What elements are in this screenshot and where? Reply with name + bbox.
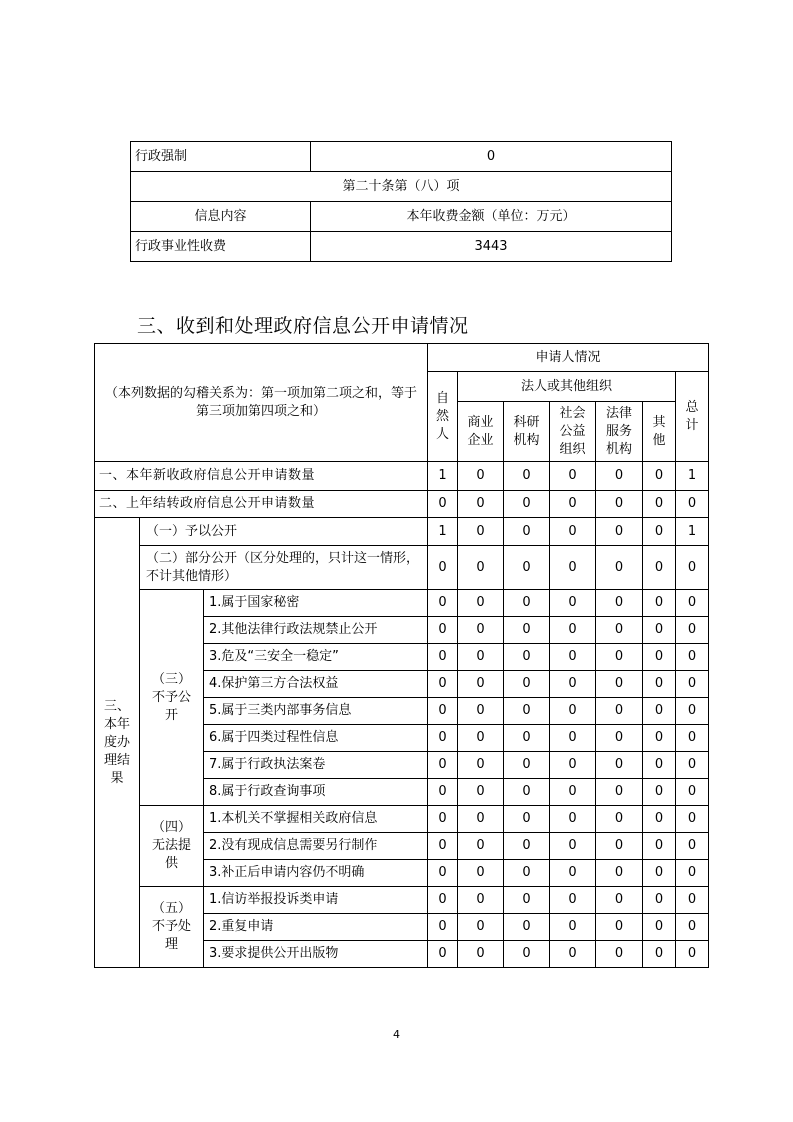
column-header-business: 商业企业 xyxy=(458,402,504,462)
value-cell: 0 xyxy=(550,752,596,779)
value-cell: 0 xyxy=(596,752,643,779)
value-cell: 0 xyxy=(458,725,504,752)
row-label: （一）予以公开 xyxy=(140,518,428,546)
value-cell: 0 xyxy=(458,518,504,546)
value-cell: 0 xyxy=(428,698,458,725)
table-row xyxy=(95,344,709,372)
row-label: 2.没有现成信息需要另行制作 xyxy=(204,833,428,860)
section-heading: 第二十条第（八）项 xyxy=(131,172,672,202)
value-cell: 0 xyxy=(643,725,676,752)
legal-entity-header: 法人或其他组织 xyxy=(458,372,676,402)
value-cell: 0 xyxy=(428,491,458,518)
value-cell: 0 xyxy=(643,617,676,644)
natural-person-header: 自然人 xyxy=(428,372,458,462)
row-label: 2.其他法律行政法规禁止公开 xyxy=(204,617,428,644)
value-cell: 0 xyxy=(643,887,676,914)
value-cell: 0 xyxy=(550,779,596,806)
value-cell: 0 xyxy=(428,779,458,806)
value-cell: 0 xyxy=(550,833,596,860)
row-label: （二）部分公开（区分处理的，只计这一情形，不计其他情形） xyxy=(140,546,428,590)
column-header-other: 其他 xyxy=(643,402,676,462)
row-label: 3.危及“三安全一稳定” xyxy=(204,644,428,671)
table-row xyxy=(131,232,672,262)
value-cell: 0 xyxy=(550,941,596,968)
row-value: 3443 xyxy=(311,232,672,262)
value-cell: 0 xyxy=(550,725,596,752)
page-number: 4 xyxy=(393,1028,400,1041)
total-cell: 0 xyxy=(676,546,709,590)
value-cell: 0 xyxy=(643,914,676,941)
table-row xyxy=(95,491,709,518)
application-table xyxy=(94,343,709,968)
value-cell: 0 xyxy=(550,806,596,833)
table-row xyxy=(95,462,709,491)
row-label: 5.属于三类内部事务信息 xyxy=(204,698,428,725)
value-cell: 0 xyxy=(550,491,596,518)
value-cell: 0 xyxy=(550,462,596,491)
column-header-public-welfare: 社会公益组织 xyxy=(550,402,596,462)
total-cell: 0 xyxy=(676,779,709,806)
subgroup-label: （五）不予处理 xyxy=(140,887,204,968)
value-cell: 0 xyxy=(596,806,643,833)
value-cell: 0 xyxy=(643,546,676,590)
row-label: 3.要求提供公开出版物 xyxy=(204,941,428,968)
value-cell: 0 xyxy=(458,644,504,671)
value-cell: 0 xyxy=(596,860,643,887)
value-cell: 0 xyxy=(458,833,504,860)
row-label: 行政强制 xyxy=(131,142,311,172)
row-label: 7.属于行政执法案卷 xyxy=(204,752,428,779)
value-cell: 0 xyxy=(458,752,504,779)
section-title: 三、收到和处理政府信息公开申请情况 xyxy=(137,315,469,337)
total-cell: 0 xyxy=(676,725,709,752)
table-row xyxy=(95,806,709,833)
row-label: 1.信访举报投诉类申请 xyxy=(204,887,428,914)
value-cell: 0 xyxy=(596,518,643,546)
subgroup-label: （三）不予公开 xyxy=(140,590,204,806)
row-label: 2.重复申请 xyxy=(204,914,428,941)
column-header: 本年收费金额（单位：万元） xyxy=(311,202,672,232)
value-cell: 0 xyxy=(643,518,676,546)
table-row xyxy=(131,202,672,232)
value-cell: 0 xyxy=(643,833,676,860)
value-cell: 0 xyxy=(596,887,643,914)
table-row xyxy=(95,546,709,590)
value-cell: 0 xyxy=(458,491,504,518)
value-cell: 0 xyxy=(504,887,550,914)
table-row xyxy=(95,590,709,617)
value-cell: 0 xyxy=(428,887,458,914)
subgroup-label: （四）无法提供 xyxy=(140,806,204,887)
column-header: 信息内容 xyxy=(131,202,311,232)
value-cell: 0 xyxy=(458,590,504,617)
value-cell: 0 xyxy=(643,752,676,779)
table-row xyxy=(131,142,672,172)
value-cell: 0 xyxy=(428,590,458,617)
row-label: 行政事业性收费 xyxy=(131,232,311,262)
value-cell: 0 xyxy=(504,462,550,491)
value-cell: 0 xyxy=(643,590,676,617)
value-cell: 0 xyxy=(596,779,643,806)
value-cell: 0 xyxy=(504,698,550,725)
value-cell: 0 xyxy=(550,617,596,644)
row-label: 3.补正后申请内容仍不明确 xyxy=(204,860,428,887)
total-cell: 0 xyxy=(676,887,709,914)
value-cell: 0 xyxy=(596,491,643,518)
value-cell: 0 xyxy=(428,833,458,860)
value-cell: 0 xyxy=(504,914,550,941)
value-cell: 0 xyxy=(596,914,643,941)
value-cell: 0 xyxy=(428,546,458,590)
value-cell: 0 xyxy=(428,914,458,941)
result-group-label: 三、本年度办理结果 xyxy=(95,518,140,968)
value-cell: 0 xyxy=(643,941,676,968)
value-cell: 0 xyxy=(458,546,504,590)
value-cell: 0 xyxy=(504,671,550,698)
total-cell: 0 xyxy=(676,617,709,644)
fee-table xyxy=(130,141,672,262)
table-row xyxy=(131,172,672,202)
table-row xyxy=(95,887,709,914)
total-cell: 0 xyxy=(676,806,709,833)
value-cell: 0 xyxy=(643,671,676,698)
value-cell: 0 xyxy=(550,698,596,725)
value-cell: 0 xyxy=(458,671,504,698)
value-cell: 0 xyxy=(504,518,550,546)
value-cell: 0 xyxy=(428,671,458,698)
value-cell: 0 xyxy=(458,887,504,914)
value-cell: 0 xyxy=(428,617,458,644)
value-cell: 0 xyxy=(428,725,458,752)
value-cell: 0 xyxy=(458,462,504,491)
value-cell: 0 xyxy=(504,752,550,779)
value-cell: 0 xyxy=(428,752,458,779)
total-cell: 0 xyxy=(676,590,709,617)
total-cell: 1 xyxy=(676,518,709,546)
total-cell: 0 xyxy=(676,671,709,698)
row-label: 二、上年结转政府信息公开申请数量 xyxy=(95,491,428,518)
value-cell: 0 xyxy=(550,546,596,590)
value-cell: 0 xyxy=(458,779,504,806)
value-cell: 0 xyxy=(504,941,550,968)
total-cell: 1 xyxy=(676,462,709,491)
value-cell: 0 xyxy=(550,860,596,887)
value-cell: 0 xyxy=(458,806,504,833)
value-cell: 0 xyxy=(550,914,596,941)
table-row xyxy=(95,518,709,546)
value-cell: 0 xyxy=(504,806,550,833)
row-label: 一、本年新收政府信息公开申请数量 xyxy=(95,462,428,491)
value-cell: 0 xyxy=(596,941,643,968)
header-note: （本列数据的勾稽关系为：第一项加第二项之和，等于第三项加第四项之和） xyxy=(95,344,428,462)
total-header: 总计 xyxy=(676,372,709,462)
value-cell: 0 xyxy=(550,644,596,671)
total-cell: 0 xyxy=(676,644,709,671)
total-cell: 0 xyxy=(676,698,709,725)
value-cell: 0 xyxy=(596,671,643,698)
column-header-research: 科研机构 xyxy=(504,402,550,462)
value-cell: 0 xyxy=(504,725,550,752)
value-cell: 0 xyxy=(504,546,550,590)
total-cell: 0 xyxy=(676,833,709,860)
value-cell: 0 xyxy=(504,617,550,644)
value-cell: 0 xyxy=(458,914,504,941)
value-cell: 0 xyxy=(458,698,504,725)
value-cell: 0 xyxy=(643,860,676,887)
value-cell: 0 xyxy=(596,546,643,590)
value-cell: 0 xyxy=(428,644,458,671)
value-cell: 0 xyxy=(550,887,596,914)
value-cell: 0 xyxy=(596,725,643,752)
row-label: 1.本机关不掌握相关政府信息 xyxy=(204,806,428,833)
value-cell: 0 xyxy=(504,779,550,806)
row-label: 6.属于四类过程性信息 xyxy=(204,725,428,752)
value-cell: 0 xyxy=(504,491,550,518)
value-cell: 0 xyxy=(458,617,504,644)
value-cell: 0 xyxy=(504,644,550,671)
value-cell: 0 xyxy=(643,779,676,806)
value-cell: 0 xyxy=(596,833,643,860)
value-cell: 0 xyxy=(643,491,676,518)
value-cell: 0 xyxy=(596,590,643,617)
total-cell: 0 xyxy=(676,752,709,779)
total-cell: 0 xyxy=(676,860,709,887)
value-cell: 0 xyxy=(504,590,550,617)
value-cell: 0 xyxy=(643,806,676,833)
value-cell: 0 xyxy=(643,698,676,725)
value-cell: 0 xyxy=(550,518,596,546)
value-cell: 0 xyxy=(643,644,676,671)
value-cell: 0 xyxy=(428,806,458,833)
row-value: 0 xyxy=(311,142,672,172)
column-header-legal-service: 法律服务机构 xyxy=(596,402,643,462)
total-cell: 0 xyxy=(676,914,709,941)
value-cell: 0 xyxy=(458,860,504,887)
value-cell: 0 xyxy=(643,462,676,491)
row-label: 1.属于国家秘密 xyxy=(204,590,428,617)
total-cell: 0 xyxy=(676,491,709,518)
value-cell: 0 xyxy=(596,462,643,491)
value-cell: 0 xyxy=(504,833,550,860)
value-cell: 0 xyxy=(596,617,643,644)
value-cell: 1 xyxy=(428,462,458,491)
value-cell: 1 xyxy=(428,518,458,546)
value-cell: 0 xyxy=(458,941,504,968)
value-cell: 0 xyxy=(550,590,596,617)
row-label: 8.属于行政查询事项 xyxy=(204,779,428,806)
value-cell: 0 xyxy=(428,941,458,968)
applicant-header: 申请人情况 xyxy=(428,344,709,372)
value-cell: 0 xyxy=(596,698,643,725)
total-cell: 0 xyxy=(676,941,709,968)
value-cell: 0 xyxy=(504,860,550,887)
value-cell: 0 xyxy=(428,860,458,887)
value-cell: 0 xyxy=(596,644,643,671)
row-label: 4.保护第三方合法权益 xyxy=(204,671,428,698)
value-cell: 0 xyxy=(550,671,596,698)
